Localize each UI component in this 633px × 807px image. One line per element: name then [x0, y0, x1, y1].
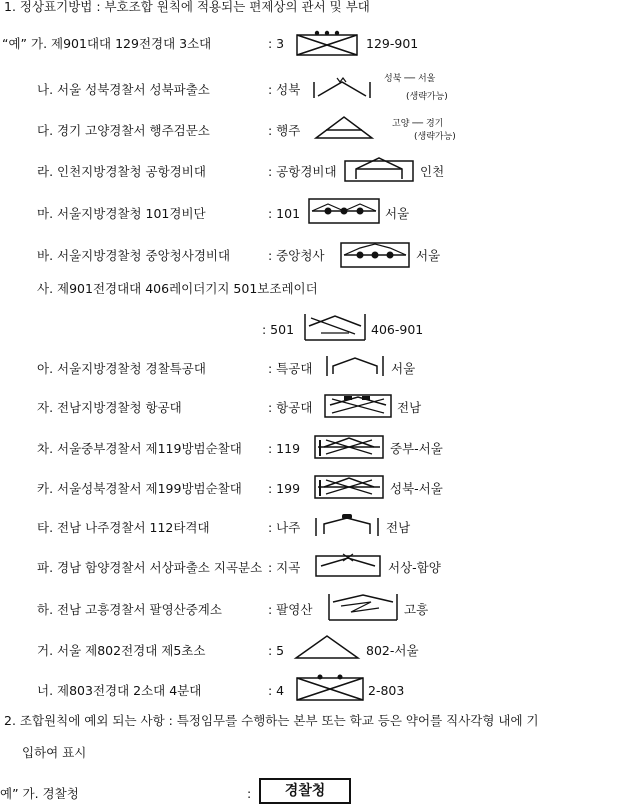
row-code: : 성북	[268, 82, 301, 97]
omit-hint-top: 고양 ── 경기	[392, 119, 444, 129]
row-suffix: 인천	[420, 164, 445, 179]
row-label: 나. 서울 성북경찰서 성북파출소	[37, 82, 210, 97]
row-code: : 행주	[268, 123, 301, 138]
row-suffix: 고흥	[404, 602, 429, 617]
checkpoint-symbol	[314, 114, 374, 140]
row-label: 바. 서울지방경찰청 중앙청사경비대	[37, 248, 231, 263]
row-suffix: 2-803	[368, 683, 405, 698]
aviation-symbol	[324, 393, 392, 419]
post-symbol	[315, 552, 381, 578]
omit-hint-bottom: (생략가능)	[406, 92, 448, 102]
row-label: 너. 제803전경대 2소대 4분대	[37, 683, 202, 698]
unit-symbol	[344, 155, 414, 182]
unit-symbol	[296, 674, 364, 702]
unit-symbol	[296, 30, 358, 56]
row-code: : 팔영산	[268, 602, 313, 617]
omit-hint-bottom: (생략가능)	[414, 132, 456, 142]
heading-2-cont: 입하여 표시	[22, 745, 87, 760]
row-suffix: 서울	[416, 248, 441, 263]
row-code: : 4	[268, 683, 285, 698]
row-suffix: 406-901	[371, 322, 424, 337]
row-code: : 공항경비대	[268, 164, 337, 179]
row-label: 마. 서울지방경찰청 101경비단	[37, 206, 206, 221]
row-code: : 특공대	[268, 361, 313, 376]
outpost-symbol	[294, 634, 360, 660]
row-code: : 나주	[268, 520, 301, 535]
row-code: : 501	[262, 322, 295, 337]
row-suffix: 129-901	[366, 36, 419, 51]
row-label: 거. 서울 제802전경대 제5초소	[37, 643, 206, 658]
row-suffix: 성북-서울	[390, 481, 443, 496]
example-code: :	[247, 786, 252, 801]
patrol-symbol	[314, 474, 384, 500]
unit-symbol	[340, 240, 410, 268]
row-suffix: 802-서울	[366, 643, 419, 658]
row-label: 사. 제901전경대대 406레이더기지 501보조레이더	[37, 281, 318, 296]
row-suffix: 중부-서울	[390, 441, 443, 456]
row-suffix: 서상-함양	[388, 560, 441, 575]
row-label: 아. 서울지방경찰청 경찰특공대	[37, 361, 206, 376]
heading-1: 1. 정상표기방법 : 부호조합 원칙에 적용되는 편제상의 관서 및 부대	[4, 0, 370, 14]
heading-2: 2. 조합원칙에 예외 되는 사항 : 특정임무를 수행하는 본부 또는 학교 등은 약어를 직사각형 내에 기	[4, 713, 539, 728]
row-code: : 199	[268, 481, 301, 496]
row-code: : 5	[268, 643, 285, 658]
row-label: “예” 가. 제901대대 129전경대 3소대	[2, 36, 212, 51]
radar-symbol	[303, 312, 367, 342]
omit-hint-top: 성북 ── 서울	[384, 74, 436, 84]
row-suffix: 전남	[397, 400, 422, 415]
patrol-symbol	[314, 434, 384, 460]
row-label: 라. 인천지방경찰청 공항경비대	[37, 164, 206, 179]
unit-symbol	[308, 198, 380, 224]
row-code: : 3	[268, 36, 285, 51]
row-label: 자. 전남지방경찰청 항공대	[37, 400, 182, 415]
row-code: : 101	[268, 206, 301, 221]
row-code: : 지곡	[268, 560, 301, 575]
hq-abbreviation-box: 경찰청	[259, 778, 351, 804]
strike-team-symbol	[314, 512, 380, 538]
row-label: 타. 전남 나주경찰서 112타격대	[37, 520, 210, 535]
post-symbol	[312, 74, 372, 100]
row-label: 차. 서울중부경찰서 제119방범순찰대	[37, 441, 242, 456]
row-suffix: 서울	[385, 206, 410, 221]
row-label: 하. 전남 고흥경찰서 팔영산중계소	[37, 602, 222, 617]
row-suffix: 서울	[391, 361, 416, 376]
row-label: 카. 서울성북경찰서 제199방범순찰대	[37, 481, 242, 496]
row-code: : 중앙청사	[268, 248, 325, 263]
relay-station-symbol	[327, 592, 399, 622]
example-label: 예” 가. 경찰청	[0, 786, 79, 801]
unit-symbol	[325, 354, 385, 378]
row-code: : 항공대	[268, 400, 313, 415]
row-suffix: 전남	[386, 520, 411, 535]
row-label: 다. 경기 고양경찰서 행주검문소	[37, 123, 210, 138]
row-label: 파. 경남 함양경찰서 서상파출소 지곡분소	[37, 560, 263, 575]
row-code: : 119	[268, 441, 301, 456]
